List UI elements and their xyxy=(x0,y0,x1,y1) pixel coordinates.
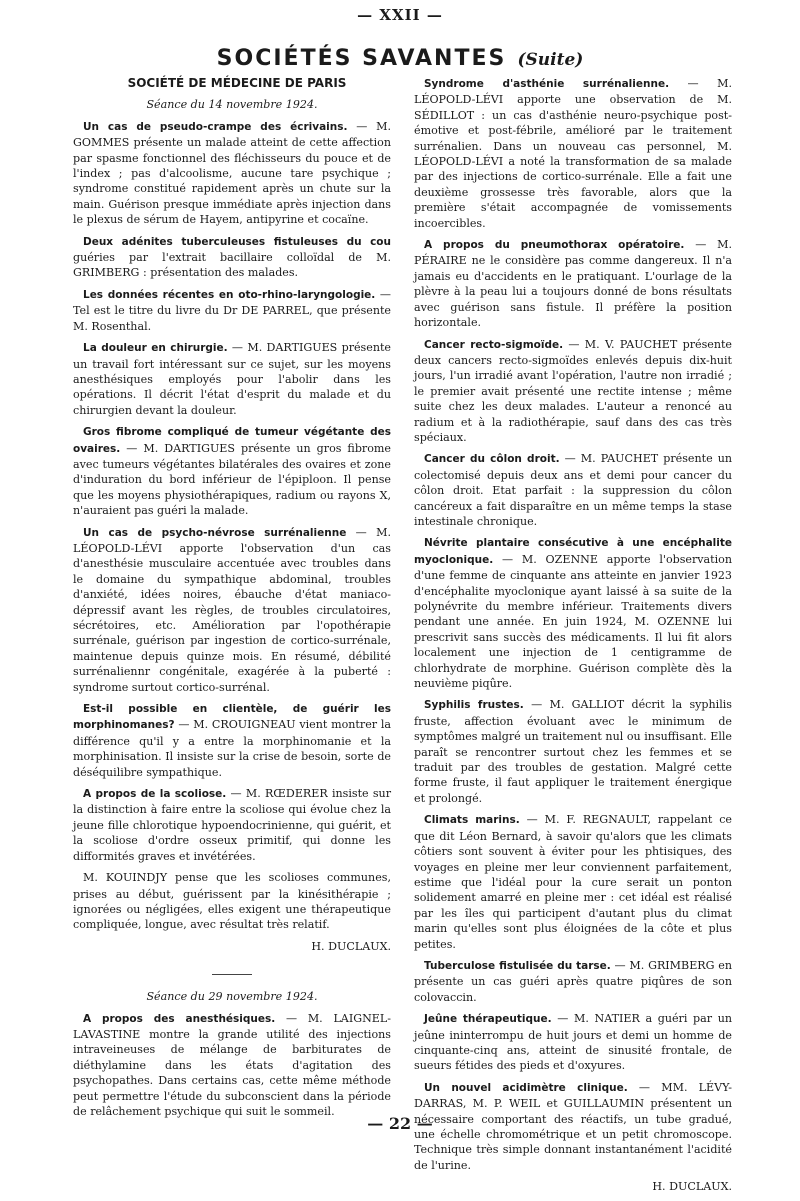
article-heading: Un cas de pseudo-crampe des écrivains. xyxy=(83,120,348,133)
article-heading: A propos de la scoliose. xyxy=(83,788,227,801)
page-number: — 22 — xyxy=(367,1114,433,1133)
article-paragraph xyxy=(414,237,732,330)
title-text: SOCIÉTÉS SAVANTES xyxy=(216,46,507,71)
article-text: — M. LAIGNEL-LAVASTINE montre la grande utilité des injections intraveineuses de mélange de barbiturates de diéthylamine dans les états d'agitation des psychopathes. Dans certains cas, cette même méthode peut permettre l'étude du subconscient dans la période de relâchement psychique qui suit le sommeil. xyxy=(73,1011,391,1118)
article-text: M. KOUINDJY pense que les scolioses communes, prises au début, guérissent par la kinésithérapie ; ignorées ou négligées, elles exigent une thérapeutique compliquée, longue, avec résultat très relatif. xyxy=(73,871,391,932)
article-text: — M. RŒDERER insiste sur la distinction à faire entre la scoliose qui évolue chez la jeune fille chlorotique hypoendocrinienne, qui guérit, et la scoliose d'ordre osseux primitif, qui donne les difformités graves et invétérées. xyxy=(73,787,391,863)
session-date: Séance du 29 novembre 1924. xyxy=(146,990,318,1004)
article-paragraph xyxy=(414,337,732,446)
article-heading: Les données récentes en oto-rhino-laryngologie. xyxy=(83,288,376,301)
article-heading: Jeûne thérapeutique. xyxy=(424,1013,552,1026)
section-title xyxy=(0,46,800,71)
signature: H. DUCLAUX. xyxy=(652,1180,732,1194)
article-heading: Est-il possible en clientèle, de guérir les morphinomanes? xyxy=(73,703,391,732)
article-text: — M. GRIMBERG en présente un cas guéri après quatre piqûres de son colovaccin. xyxy=(414,958,732,1004)
article-heading: Syphilis frustes. xyxy=(424,699,524,712)
article-paragraph xyxy=(73,340,391,418)
article-heading: A propos des anesthésiques. xyxy=(83,1012,276,1025)
article-paragraph xyxy=(414,535,732,691)
article-paragraph xyxy=(73,525,391,695)
session-date: Séance du 14 novembre 1924. xyxy=(146,98,318,112)
article-text: — M. PAUCHET présente un colectomisé depuis deux ans et demi pour cancer du côlon droit. Etat parfait : la suppression du côlon cancéreux a fait disparaître en un même temps la stase intestinale chronique. xyxy=(414,452,732,528)
article-paragraph xyxy=(414,958,732,1005)
article-paragraph xyxy=(414,451,732,529)
society-heading: SOCIÉTÉ DE MÉDECINE DE PARIS xyxy=(127,76,347,90)
article-paragraph xyxy=(414,1011,732,1074)
article-paragraph xyxy=(73,1011,391,1120)
article-paragraph xyxy=(414,697,732,806)
article-heading: Névrite plantaire consécutive à une encéphalite myoclonique. xyxy=(414,537,732,566)
article-text: — M. OZENNE apporte l'observation d'une femme de cinquante ans atteinte en janvier 1923 d'encéphalite myoclonique ayant laissé à sa suite de la polynévrite du membre inférieur. Traitements divers pendant une année. En juin 1924, M. OZENNE lui prescrivit sans succès des médicaments. Il lui fit alors localement une injection de 1 centigramme de chlorhydrate de morphine. Guérison complète dès la neuvième piqûre. xyxy=(414,552,732,691)
article-paragraph xyxy=(73,287,391,334)
article-paragraph xyxy=(73,119,391,228)
article-text: — MM. LÉVY-DARRAS, M. P. WEIL et GUILLAUMIN présentent un nécessaire comportant des réactifs, un tube gradué, une échelle chromométrique et un petit chromoscope. Technique très simple donnant instantanément l'acidité de l'urine. xyxy=(414,1080,733,1172)
article-text: — Tel est le titre du livre du Dr DE PARREL, que présente M. Rosenthal. xyxy=(73,287,391,333)
article-text: — M. PÉRAIRE ne le considère pas comme dangereux. Il n'a jamais eu d'accidents en le pratiquant. L'ourlage de la plèvre à la peau lui a toujours donné de bons résultats avec guérison sans fistule. Il préfère la position horizontale. xyxy=(414,238,732,330)
signature: H. DUCLAUX. xyxy=(311,939,391,953)
separator-rule xyxy=(212,974,252,975)
article-heading: La douleur en chirurgie. xyxy=(83,342,228,355)
article-heading: Un cas de psycho-névrose surrénalienne xyxy=(83,526,347,539)
right-column xyxy=(414,76,732,1201)
article-text: guéries par l'extrait bacillaire colloïdal de M. GRIMBERG : présentation des malades. xyxy=(73,251,391,280)
left-column xyxy=(73,76,391,1125)
article-text: — M. CROUIGNEAU vient montrer la différence qu'il y a entre la morphinomanie et la morphinisation. Il insiste sur la crise de besoin, sorte de déséquilibre sympathique. xyxy=(73,718,391,779)
article-text: — M. F. REGNAULT, rappelant ce que dit Léon Bernard, à savoir qu'alors que les climats côtiers sont souvent à éviter pour les phtisiques, des voyages en pleine mer leur conviennent parfaitement, estime que l'idéal pour la cure serait un ponton solidement amarré en pleine mer : cet idéal est réalisé par les îles qui participent d'autant plus du climat marin qu'elles sont plus éloignées de la côte et plus petites. xyxy=(414,813,732,951)
article-paragraph xyxy=(73,234,391,281)
article-text: — M. DARTIGUES présente un travail fort intéressant sur ce sujet, sur les moyens anesthésiques employés pour l'abolir dans les opérations. Il décrit l'état d'esprit du malade et du chirurgien devant la douleur. xyxy=(73,341,391,417)
article-heading: Syndrome d'asthénie surrénalienne. xyxy=(424,78,670,90)
article-paragraph xyxy=(414,812,732,952)
article-paragraph xyxy=(414,76,732,231)
article-heading: Climats marins. xyxy=(424,814,520,827)
article-heading: Gros fibrome compliqué de tumeur végétante des ovaires. xyxy=(73,426,391,455)
article-heading: Tuberculose fistulisée du tarse. xyxy=(424,959,611,972)
article-paragraph xyxy=(73,870,391,933)
article-heading: Deux adénites tuberculeuses fistuleuses du cou xyxy=(83,235,391,248)
article-heading: Un nouvel acidimètre clinique. xyxy=(424,1081,628,1094)
article-heading: Cancer recto-sigmoïde. xyxy=(424,338,564,351)
article-heading: A propos du pneumothorax opératoire. xyxy=(424,239,685,252)
article-paragraph xyxy=(73,424,391,518)
article-text: — M. LÉOPOLD-LÉVI apporte une observation de M. SÉDILLOT : un cas d'asthénie neuro-psychique post-émotive et post-fébrile, amélioré par le traitement surrénalien. Dans un nouveau cas personnel, M. LÉOPOLD-LÉVI a noté la transformation de sa malade par des injections de cortico-surrénale. Elle a fait une deuxième grossesse très favorable, alors que la première s'était accompagnée de vomissements incoercibles. xyxy=(414,77,732,230)
running-head: — XXII — xyxy=(357,6,443,24)
article-paragraph xyxy=(73,786,391,864)
article-paragraph xyxy=(73,701,391,780)
article-text: — M. V. PAUCHET présente deux cancers recto-sigmoïdes enlevés depuis dix-huit jours, l'un irradié avant l'opération, l'autre non irradié ; le premier avait présenté une rectite intense ; même suite chez les deux malades. L'auteur a renoncé au radium et à la radiothérapie, sauf dans des cas très spéciaux. xyxy=(414,337,732,444)
article-text: — M. GALLIOT décrit la syphilis fruste, affection évoluant avec le minimum de symptômes malgré un traitement nul ou insuffisant. Elle paraît se rencontrer surtout chez les femmes et se traduit par des troubles de gestation. Malgré cette forme fruste, il faut appliquer le traitement énergique et prolongé. xyxy=(414,698,732,805)
article-heading: Cancer du côlon droit. xyxy=(424,453,560,466)
article-text: — M. LÉOPOLD-LÉVI apporte l'observation d'un cas d'anesthésie musculaire accentuée avec troubles dans le domaine du sympathique abdominal, troubles d'anxiété, idées noires, ébauche d'état maniaco-dépressif avant les règles, de troubles circulatoires, sécrétoires, etc. Amélioration par l'opothérapie surrénale, guérison par ingestion de cortico-surrénale, maintenue depuis quinze mois. En résumé, débilité surrénaliennr congénitale, exagérée à la puberté : syndrome surtout cortico-surrénal. xyxy=(73,525,391,694)
title-suite: (Suite) xyxy=(517,50,584,70)
article-text: — M. GOMMES présente un malade atteint de cette affection par spasme fonctionnel des fléchisseurs du pouce et de l'index ; pas d'alcoolisme, aucune tare psychique ; syndrome constitué rapidement après un chute sur la main. Guérison presque immédiate après injection dans le plexus de sérum de Hayem, antipyrine et cocaïne. xyxy=(73,119,391,227)
article-text: — M. DARTIGUES présente un gros fibrome avec tumeurs végétantes bilatérales des ovaires et zone d'induration du bord inférieur de l'épiploon. Il pense que les moyens physiothérapiques, radium ou rayons X, n'auraient pas guéri la malade. xyxy=(73,441,391,518)
article-text: — M. NATIER a guéri par un jeûne ininterrompu de huit jours et demi un homme de cinquante-cinq ans, atteint de sinusité frontale, de sueurs fétides des pieds et d'oxyures. xyxy=(414,1012,733,1073)
